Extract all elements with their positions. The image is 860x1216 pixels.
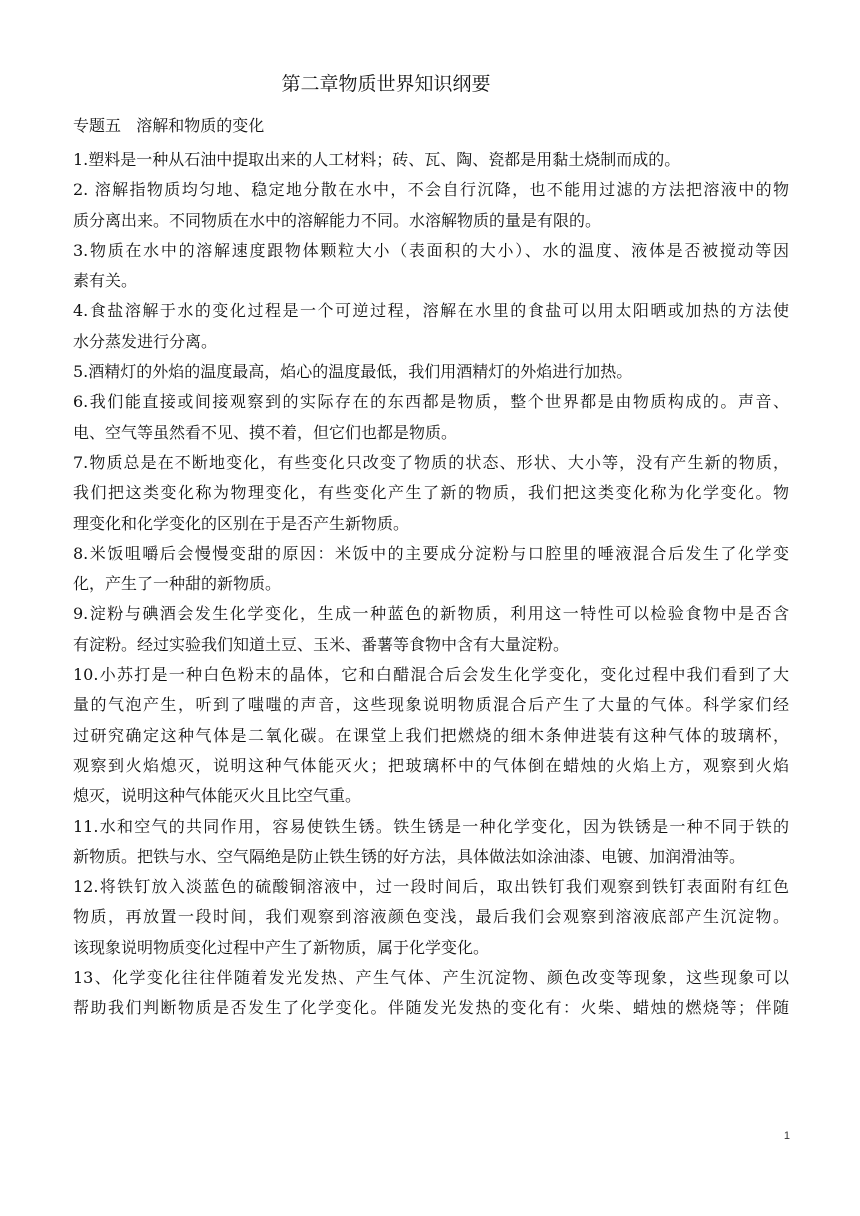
text-line: 13、化学变化往往伴随着发光发热、产生气体、产生沉淀物、颜色改变等现象，这些现象可以	[73, 968, 789, 988]
text-line: 理变化和化学变化的区别在于是否产生新物质。	[73, 513, 410, 533]
document-body	[73, 145, 789, 1024]
text-line: 9.淀粉与碘酒会发生化学变化，生成一种蓝色的新物质，利用这一特性可以检验食物中是否含	[73, 604, 789, 624]
text-line: 电、空气等虽然看不见、摸不着，但它们也都是物质。	[73, 422, 458, 442]
text-line: 7.物质总是在不断地变化，有些变化只改变了物质的状态、形状、大小等，没有产生新的物质，	[73, 452, 789, 472]
text-line: 有淀粉。经过实验我们知道土豆、玉米、番薯等食物中含有大量淀粉。	[73, 634, 570, 654]
text-line: 物质，再放置一段时间，我们观察到溶液颜色变浅，最后我们会观察到溶液底部产生沉淀物。	[73, 907, 789, 927]
text-line: 4.食盐溶解于水的变化过程是一个可逆过程，溶解在水里的食盐可以用太阳晒或加热的方法使	[73, 301, 789, 321]
text-line: 该现象说明物质变化过程中产生了新物质，属于化学变化。	[73, 937, 490, 957]
text-line: 1.塑料是一种从石油中提取出来的人工材料；砖、瓦、陶、瓷都是用黏土烧制而成的。	[73, 150, 681, 169]
text-line: 5.酒精灯的外焰的温度最高，焰心的温度最低，我们用酒精灯的外焰进行加热。	[73, 362, 633, 382]
text-line: 8.米饭咀嚼后会慢慢变甜的原因：米饭中的主要成分淀粉与口腔里的唾液混合后发生了化学变	[73, 543, 789, 563]
text-line: 观察到火焰熄灭，说明这种气体能灭火；把玻璃杯中的气体倒在蜡烛的火焰上方，观察到火焰	[73, 755, 789, 775]
text-line: 11.水和空气的共同作用，容易使铁生锈。铁生锈是一种化学变化，因为铁锈是一种不同于铁的	[73, 816, 789, 836]
text-line: 6.我们能直接或间接观察到的实际存在的东西都是物质，整个世界都是由物质构成的。声音、	[73, 392, 789, 412]
text-line: 12.将铁钉放入淡蓝色的硫酸铜溶液中，过一段时间后，取出铁钉我们观察到铁钉表面附有红色	[73, 877, 789, 897]
text-line: 水分蒸发进行分离。	[73, 331, 218, 351]
text-line: 2. 溶解指物质均匀地、稳定地分散在水中，不会自行沉降，也不能用过滤的方法把溶液中的物	[73, 180, 789, 200]
text-line: 熄灭，说明这种气体能灭火且比空气重。	[73, 786, 362, 806]
text-line: 素有关。	[73, 271, 138, 291]
page-number: 1	[783, 1130, 790, 1142]
text-line: 质分离出来。不同物质在水中的溶解能力不同。水溶解物质的量是有限的。	[73, 210, 602, 230]
section-heading: 专题五 溶解和物质的变化	[73, 116, 265, 135]
page-title: 第二章物质世界知识纲要	[281, 73, 491, 95]
text-line: 帮助我们判断物质是否发生了化学变化。伴随发光发热的变化有：火柴、蜡烛的燃烧等；伴随	[73, 998, 789, 1018]
text-line: 我们把这类变化称为物理变化，有些变化产生了新的物质，我们把这类变化称为化学变化。物	[73, 483, 789, 503]
text-line: 新物质。把铁与水、空气隔绝是防止铁生锈的好方法，具体做法如涂油漆、电镀、加润滑油等。	[73, 846, 746, 866]
text-line: 化，产生了一种甜的新物质。	[73, 574, 282, 594]
text-line: 过研究确定这种气体是二氧化碳。在课堂上我们把燃烧的细木条伸进装有这种气体的玻璃杯，	[73, 725, 789, 745]
text-line: 10.小苏打是一种白色粉末的晶体，它和白醋混合后会发生化学变化，变化过程中我们看到了大	[73, 665, 789, 685]
text-line: 3.物质在水中的溶解速度跟物体颗粒大小（表面积的大小）、水的温度、液体是否被搅动等因	[73, 240, 789, 260]
text-line: 量的气泡产生，听到了嗤嗤的声音，这些现象说明物质混合后产生了大量的气体。科学家们经	[73, 695, 789, 715]
